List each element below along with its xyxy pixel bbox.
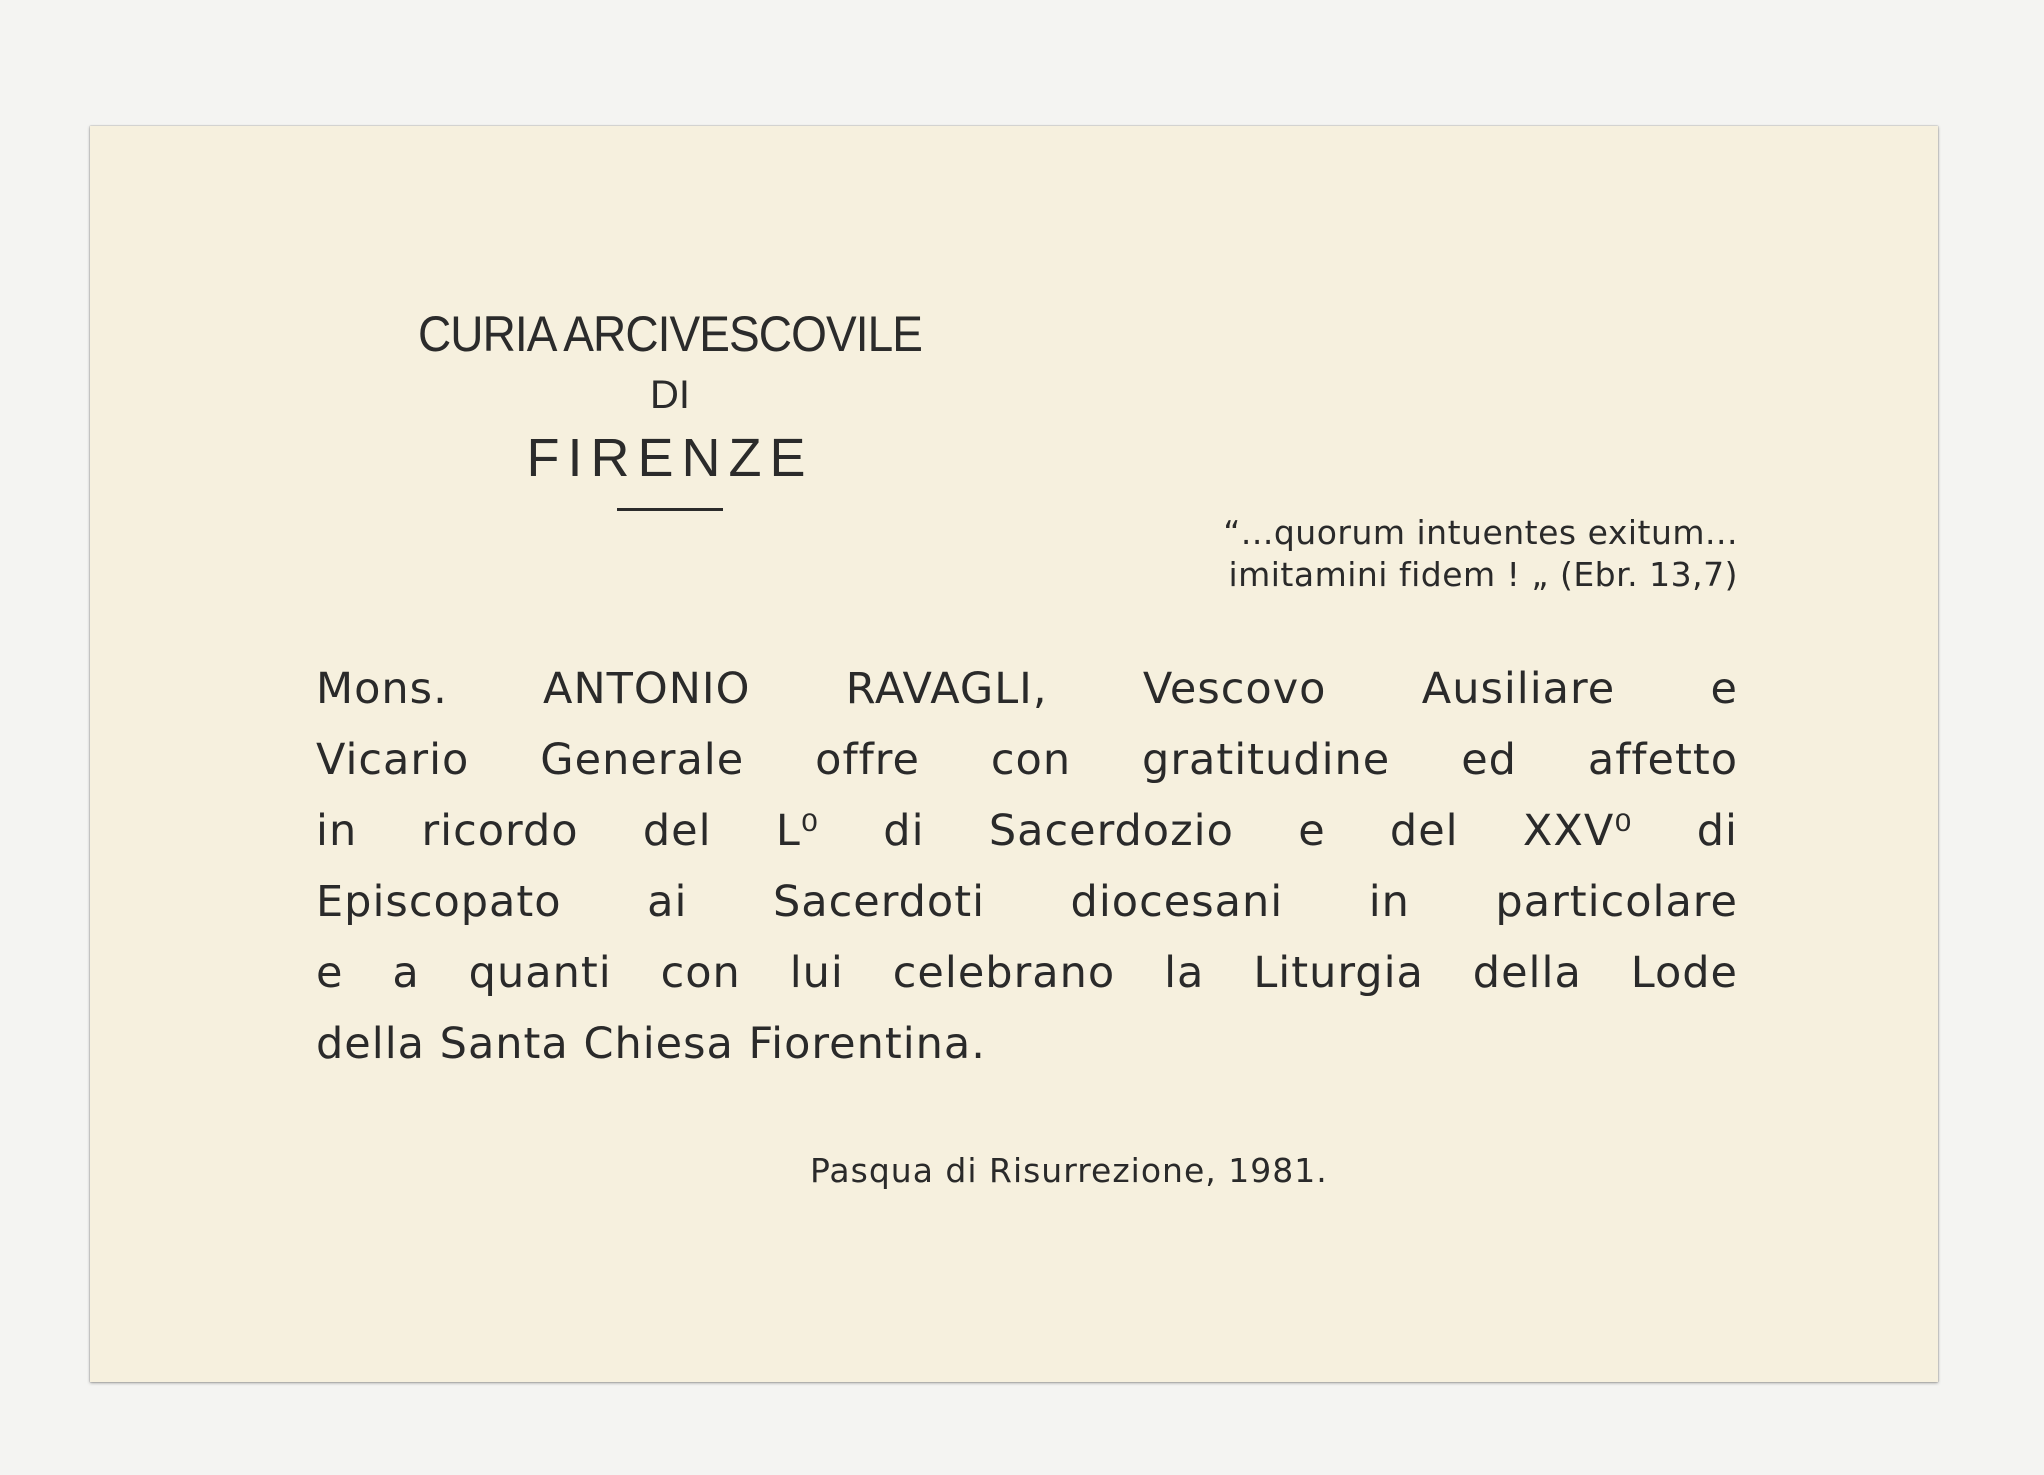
dedication-line: e a quanti con lui celebrano la Liturgia della Lode — [316, 948, 1738, 998]
date-line: Pasqua di Risurrezione, 1981. — [810, 1151, 1328, 1190]
scripture-quote — [1100, 512, 1738, 596]
card-header — [320, 304, 1020, 511]
dedication-line: Vicario Generale offre con gratitudine ed affetto — [316, 735, 1738, 785]
header-divider — [617, 508, 723, 511]
quote-line-2: imitamini fidem ! „ (Ebr. 13,7) — [1228, 555, 1738, 594]
quote-line-1: “...quorum intuentes exitum... — [1223, 513, 1738, 552]
dedication-line: della Santa Chiesa Fiorentina. — [316, 1019, 986, 1069]
dedication-line: in ricordo del L⁰ di Sacerdozio e del XXV⁰ di — [316, 806, 1738, 856]
dedication-line: Mons. ANTONIO RAVAGLI, Vescovo Ausiliare e — [316, 664, 1738, 714]
dedication-text — [316, 654, 1738, 1080]
memorial-card — [90, 126, 1938, 1382]
header-di: DI — [650, 373, 690, 417]
header-curia: CURIA ARCIVESCOVILE — [417, 306, 923, 362]
dedication-line: Episcopato ai Sacerdoti diocesani in particolare — [316, 877, 1738, 927]
header-firenze: FIRENZE — [526, 428, 814, 488]
